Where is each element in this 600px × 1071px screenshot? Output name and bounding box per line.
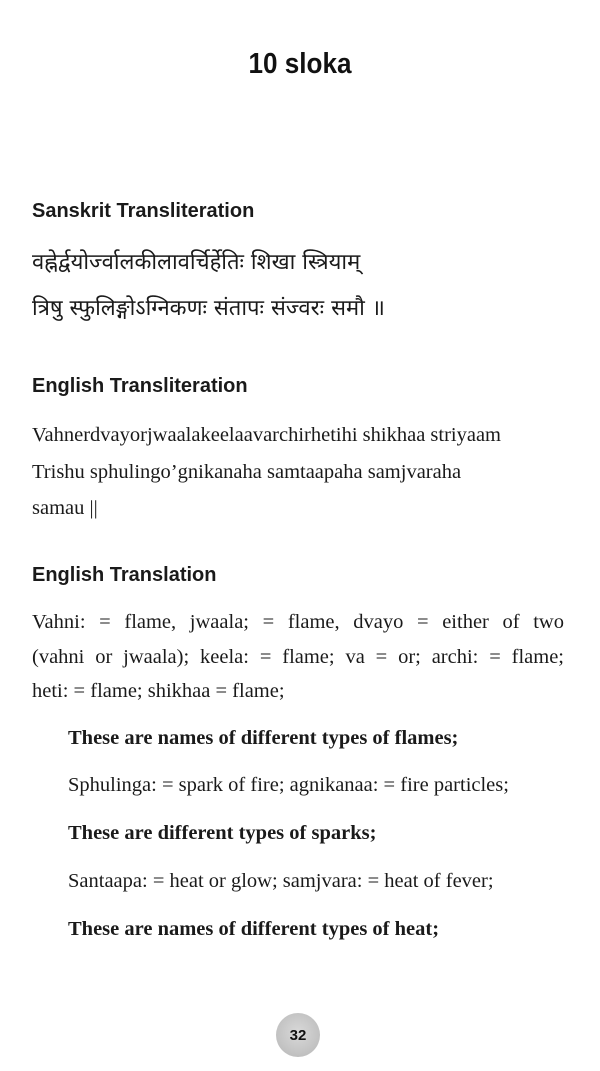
- page-number: 32: [289, 1026, 307, 1044]
- translation-line-1: Vahni: = flame, jwaala; = flame, dvayo = either of two: [32, 611, 564, 633]
- sanskrit-line-1: वह्नेर्द्वयोर्ज्वालकीलावर्चिर्हेतिः शिखा स्त्रियाम्: [32, 250, 361, 275]
- note-flames: These are names of different types of flames;: [68, 727, 459, 749]
- english-transliteration-line-1: Vahnerdvayorjwaalakeelaavarchirhetihi shikhaa striyaam: [32, 424, 502, 446]
- note-sparks: These are different types of sparks;: [68, 822, 377, 844]
- note-heat-definition: Santaapa: = heat or glow; samjvara: = heat of fever;: [68, 870, 494, 892]
- english-transliteration-line-3: samau ||: [32, 497, 98, 519]
- sanskrit-transliteration-heading: Sanskrit Transliteration: [32, 200, 255, 222]
- note-heat: These are names of different types of heat;: [68, 918, 440, 940]
- page-title: 10 sloka: [248, 48, 352, 80]
- translation-line-3: heti: = flame; shikhaa = flame;: [32, 680, 285, 702]
- page-number-badge: [276, 1013, 320, 1057]
- english-transliteration-line-2: Trishu sphulingo’gnikanaha samtaapaha samjvaraha: [32, 461, 462, 483]
- english-translation-heading: English Translation: [32, 564, 217, 586]
- sanskrit-line-2: त्रिषु स्फुलिङ्गोऽग्निकणः संतापः संज्वरः समौ ॥: [32, 296, 385, 321]
- translation-line-2: (vahni or jwaala); keela: = flame; va = or; archi: = flame;: [32, 646, 564, 668]
- note-sparks-definition: Sphulinga: = spark of fire; agnikanaa: = fire particles;: [68, 774, 509, 796]
- english-transliteration-heading: English Transliteration: [32, 375, 248, 397]
